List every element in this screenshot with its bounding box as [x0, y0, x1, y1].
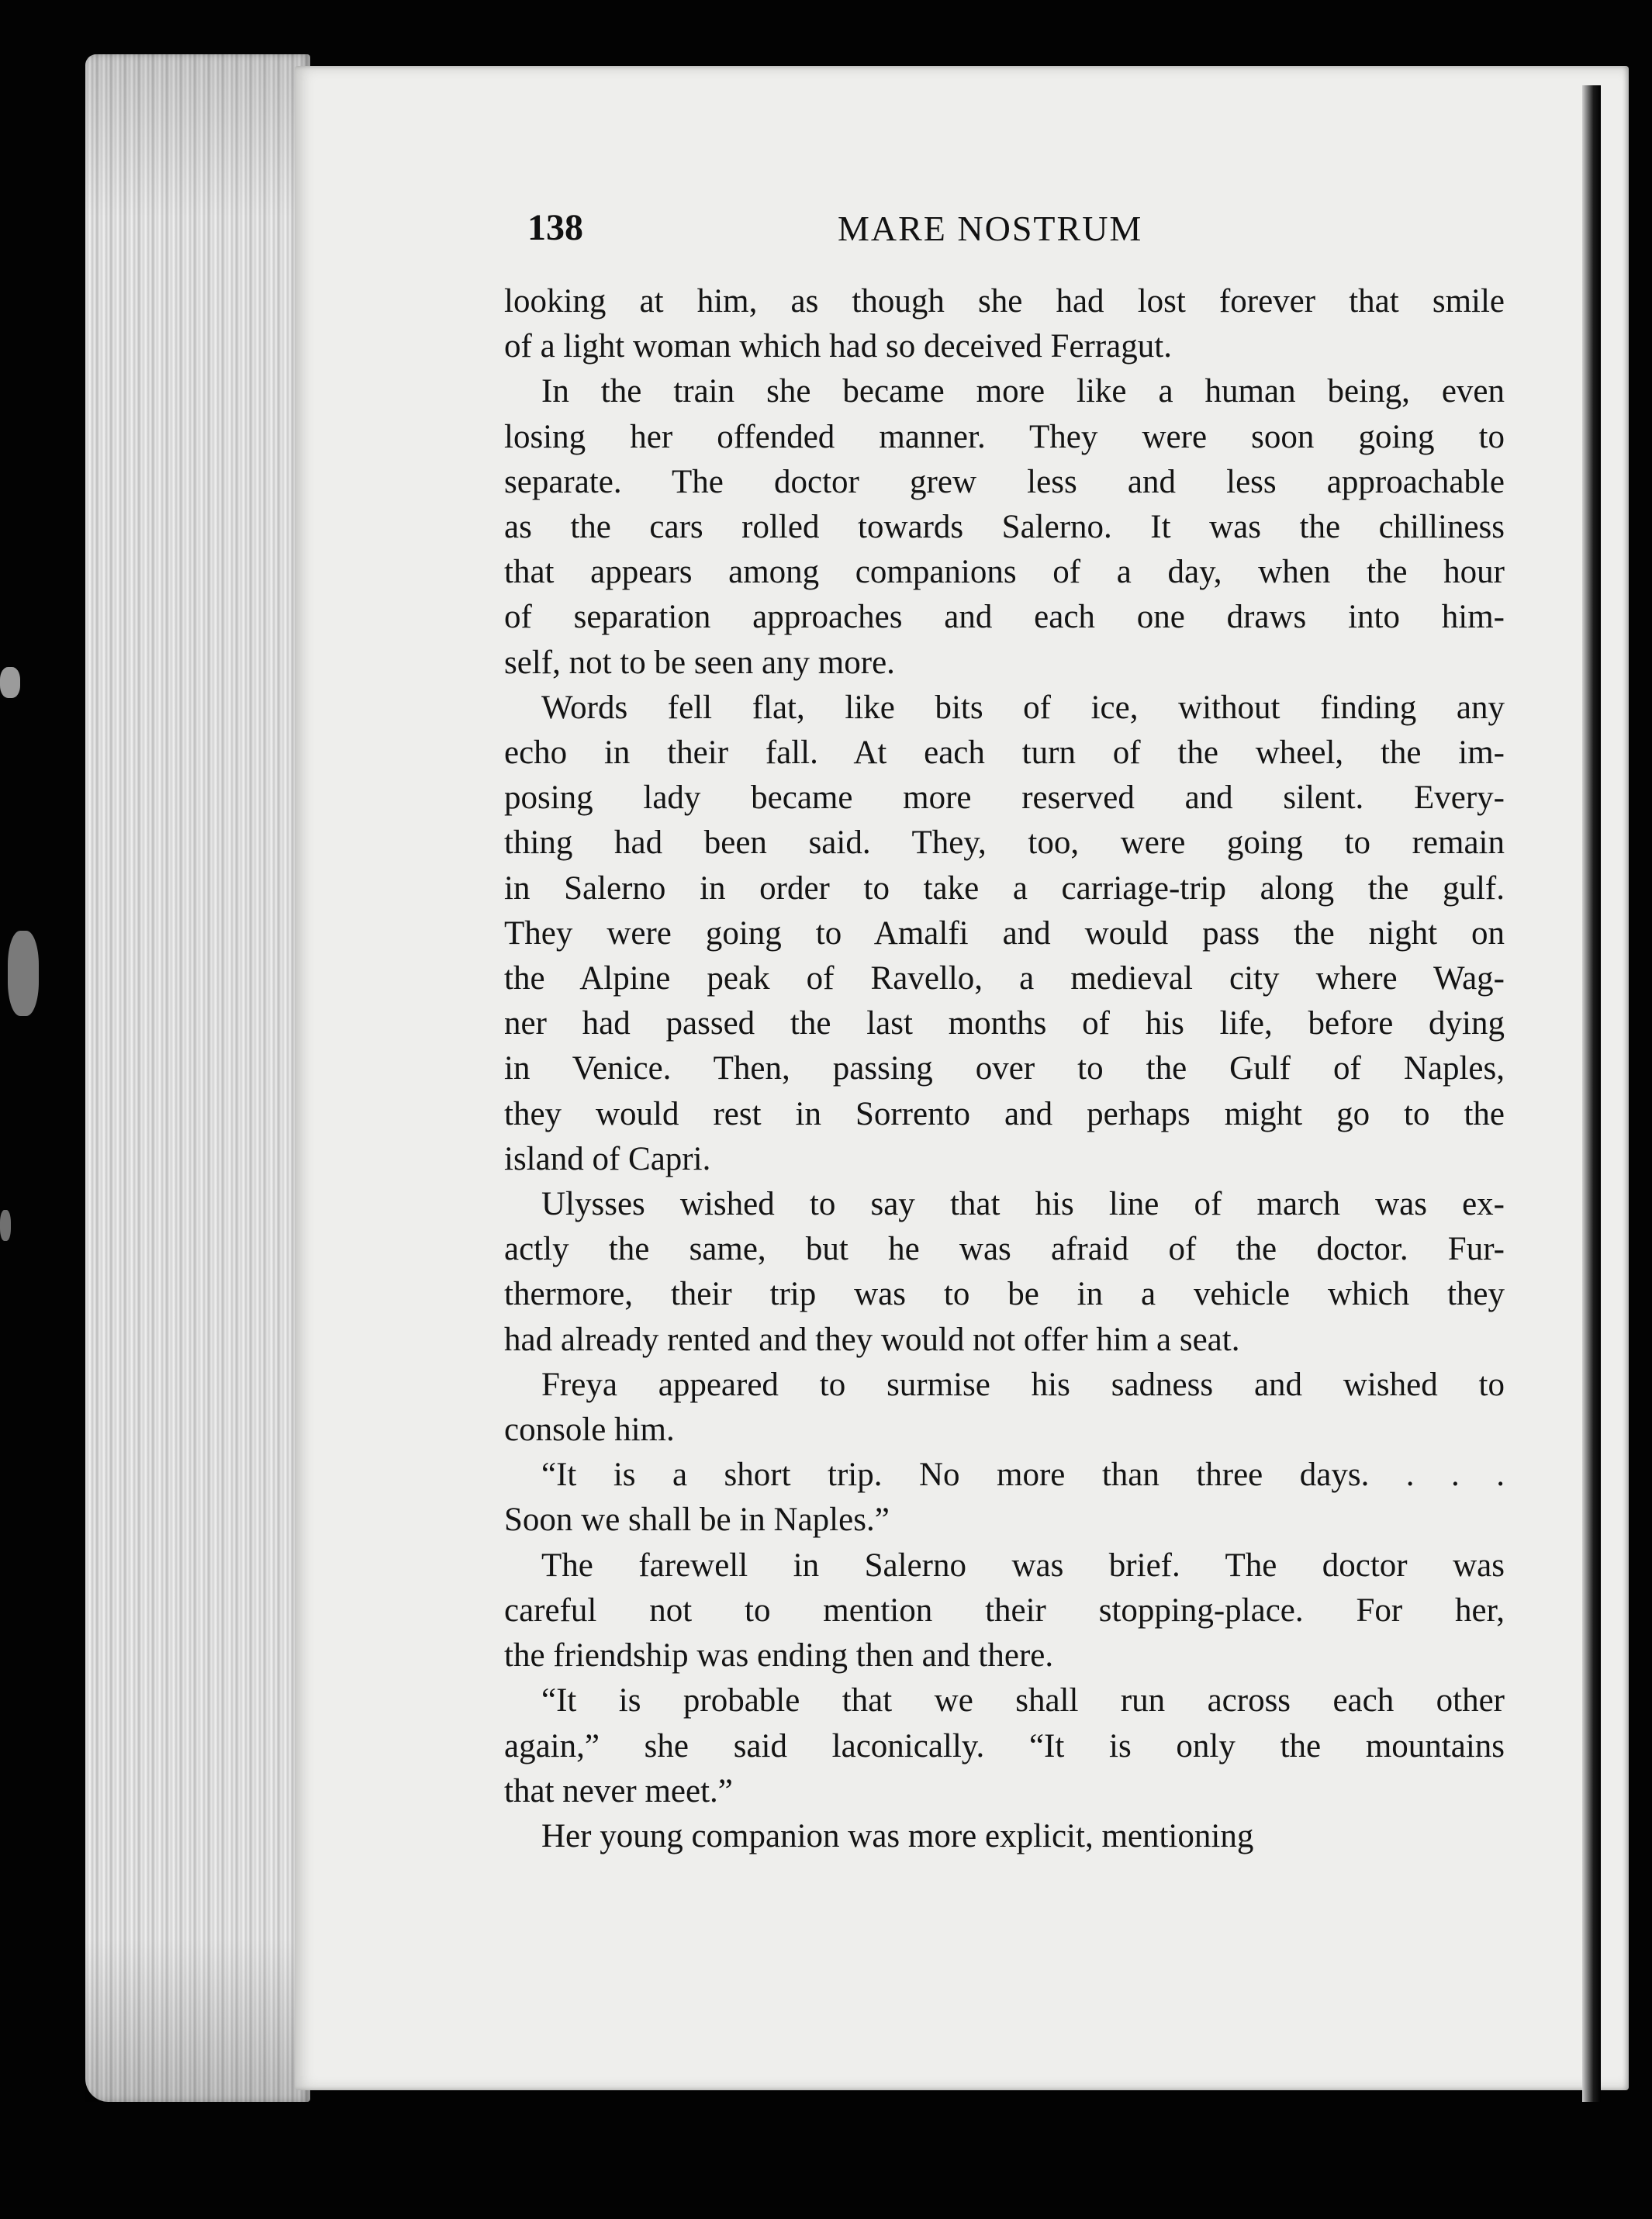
- text-line: In the train she became more like a human being, even: [541, 373, 1505, 410]
- text-line: of separation approaches and each one draws into him-: [504, 599, 1505, 636]
- text-line: posing lady became more reserved and silent. Every-: [504, 779, 1505, 817]
- text-line: Freya appeared to surmise his sadness and wished to: [541, 1366, 1505, 1403]
- text-line: the Alpine peak of Ravello, a medieval city where Wag-: [504, 960, 1505, 997]
- text-line: actly the same, but he was afraid of the doctor. Fur-: [504, 1231, 1505, 1268]
- margin-speck: [8, 931, 39, 1016]
- text-line: losing her offended manner. They were soon going to: [504, 418, 1505, 455]
- margin-speck: [0, 667, 20, 698]
- page-right-edge: [1582, 85, 1601, 2102]
- text-line: that never meet.”: [504, 1772, 733, 1809]
- text-line: thing had been said. They, too, were going to remain: [504, 824, 1505, 862]
- running-title: MARE NOSTRUM: [838, 209, 1143, 248]
- text-line: self, not to be seen any more.: [504, 644, 895, 681]
- text-line: had already rented and they would not offer him a seat.: [504, 1321, 1240, 1358]
- body-text: [504, 279, 1505, 1859]
- text-line: again,” she said laconically. “It is only the mountains: [504, 1727, 1505, 1764]
- text-line: they would rest in Sorrento and perhaps might go to the: [504, 1095, 1505, 1132]
- text-line: They were going to Amalfi and would pass the night on: [504, 914, 1505, 952]
- text-line: island of Capri.: [504, 1140, 711, 1177]
- text-line: “It is a short trip. No more than three days. . . .: [541, 1457, 1505, 1494]
- text-line: careful not to mention their stopping-place. For her,: [504, 1592, 1505, 1629]
- text-line: ner had passed the last months of his life, before dying: [504, 1005, 1505, 1042]
- text-line: Words fell flat, like bits of ice, without finding any: [541, 689, 1505, 726]
- book-page-edges: [85, 54, 310, 2102]
- text-line: that appears among companions of a day, when the hour: [504, 554, 1505, 591]
- text-line: Her young companion was more explicit, mentioning: [541, 1817, 1254, 1854]
- text-line: Ulysses wished to say that his line of march was ex-: [541, 1186, 1505, 1223]
- text-line: The farewell in Salerno was brief. The doctor was: [541, 1547, 1505, 1584]
- margin-speck: [0, 1210, 11, 1241]
- text-line: echo in their fall. At each turn of the wheel, the im-: [504, 734, 1505, 772]
- text-line: thermore, their trip was to be in a vehicle which they: [504, 1276, 1505, 1313]
- text-line: separate. The doctor grew less and less approachable: [504, 463, 1505, 500]
- text-line: “It is probable that we shall run across each other: [541, 1682, 1505, 1720]
- page-header: [527, 206, 1206, 253]
- text-line: Soon we shall be in Naples.”: [504, 1502, 890, 1539]
- text-line: as the cars rolled towards Salerno. It was the chilliness: [504, 509, 1505, 546]
- text-line: in Venice. Then, passing over to the Gulf of Naples,: [504, 1050, 1505, 1087]
- text-line: the friendship was ending then and there.: [504, 1637, 1054, 1675]
- page-number: 138: [527, 207, 583, 248]
- text-line: of a light woman which had so deceived Ferragut.: [504, 328, 1172, 365]
- text-line: looking at him, as though she had lost forever that smile: [504, 283, 1505, 320]
- text-line: console him.: [504, 1412, 675, 1449]
- text-line: in Salerno in order to take a carriage-trip along the gulf.: [504, 869, 1505, 907]
